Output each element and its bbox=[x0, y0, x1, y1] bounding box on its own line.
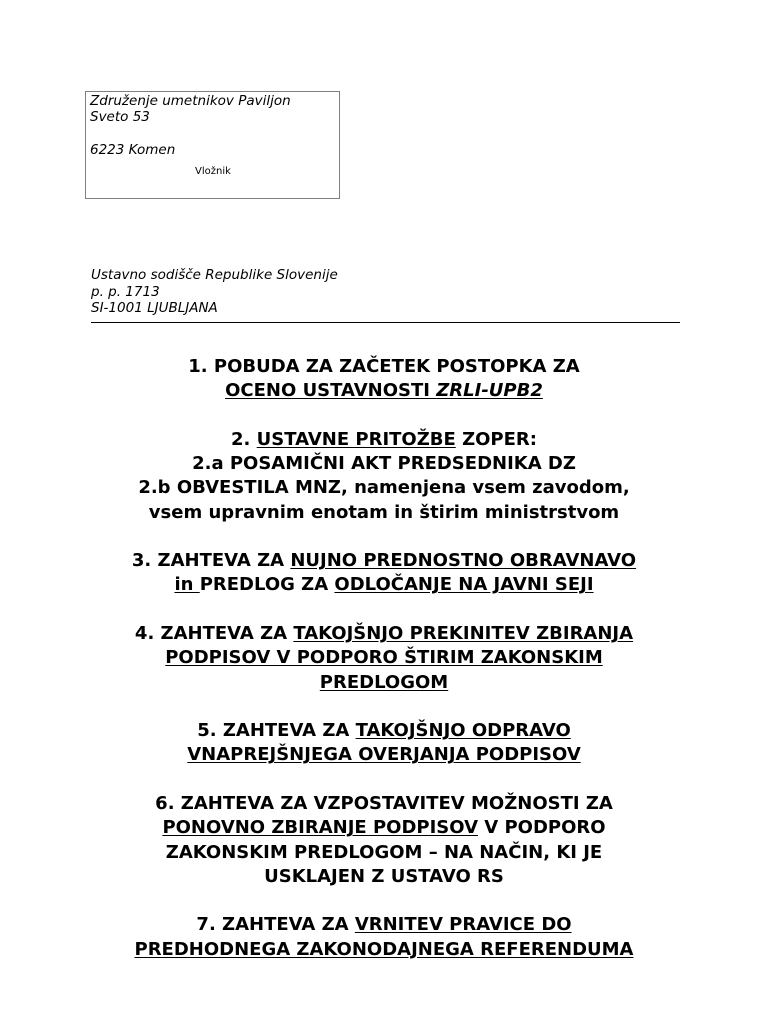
request-4-underlined-2: PODPISOV V PODPORO ŠTIRIM ZAKONSKIM bbox=[165, 647, 603, 669]
request-item-1 bbox=[80, 355, 688, 403]
request-1-line-2 bbox=[80, 379, 688, 403]
request-4-line-2 bbox=[80, 646, 688, 670]
request-5-underlined-2: VNAPREJŠNJEGA OVERJANJA PODPISOV bbox=[187, 744, 581, 766]
request-6-tail: V PODPORO bbox=[478, 817, 606, 839]
request-5-line-1 bbox=[80, 719, 688, 743]
request-3-prefix: 3. ZAHTEVA ZA bbox=[131, 550, 291, 572]
request-6-line-2 bbox=[80, 816, 688, 840]
request-3-underlined-2: ODLOČANJE NA JAVNI SEJI bbox=[334, 574, 594, 596]
request-2-line-3: 2.b OBVESTILA MNZ, namenjena vsem zavodom, bbox=[138, 477, 630, 499]
request-item-4 bbox=[80, 622, 688, 695]
request-item-6 bbox=[80, 792, 688, 889]
request-2-underlined: USTAVNE PRITOŽBE bbox=[256, 428, 456, 450]
recipient-line-3: SI-1001 LJUBLJANA bbox=[91, 300, 218, 316]
request-1-underlined: OCENO USTAVNOSTI bbox=[225, 380, 437, 402]
request-7-prefix: 7. ZAHTEVA ZA bbox=[196, 914, 355, 936]
request-4-underlined-3: PREDLOGOM bbox=[319, 671, 449, 693]
request-1-act-name: ZRLI-UPB2 bbox=[436, 380, 543, 402]
sender-city: 6223 Komen bbox=[90, 142, 176, 158]
request-6-underlined: PONOVNO ZBIRANJE PODPISOV bbox=[162, 817, 478, 839]
request-4-prefix: 4. ZAHTEVA ZA bbox=[134, 623, 294, 645]
recipient-line-1: Ustavno sodišče Republike Slovenije bbox=[91, 267, 338, 283]
request-3-line-2 bbox=[80, 573, 688, 597]
request-item-7 bbox=[80, 913, 688, 961]
request-6-line-1: 6. ZAHTEVA ZA VZPOSTAVITEV MOŽNOSTI ZA bbox=[155, 793, 613, 815]
request-3-middle: PREDLOG ZA bbox=[199, 574, 335, 596]
request-3-underlined: NUJNO PREDNOSTNO OBRAVNAVO bbox=[290, 550, 637, 572]
sender-name: Združenje umetnikov Paviljon bbox=[90, 93, 291, 109]
request-6-line-3: ZAKONSKIM PREDLOGOM – NA NAČIN, KI JE bbox=[165, 841, 603, 863]
request-3-line-1 bbox=[80, 549, 688, 573]
recipient-address bbox=[91, 267, 338, 317]
request-2-line-2: 2.a POSAMIČNI AKT PREDSEDNIKA DZ bbox=[192, 453, 576, 475]
sender-address-box bbox=[85, 91, 340, 199]
request-7-line-1 bbox=[80, 913, 688, 937]
sender-street: Sveto 53 bbox=[90, 109, 150, 125]
request-2-line-1 bbox=[80, 428, 688, 452]
request-6-line-4: USKLAJEN Z USTAVO RS bbox=[264, 865, 504, 887]
request-2-tail: ZOPER: bbox=[455, 428, 537, 450]
request-item-2 bbox=[80, 428, 688, 525]
request-4-line-1 bbox=[80, 622, 688, 646]
request-4-underlined: TAKOJŠNJO PREKINITEV ZBIRANJA bbox=[293, 623, 634, 645]
request-5-underlined: TAKOJŠNJO ODPRAVO bbox=[355, 720, 571, 742]
request-7-line-2 bbox=[80, 938, 688, 962]
request-5-prefix: 5. ZAHTEVA ZA bbox=[197, 720, 356, 742]
sender-role-label: Vložnik bbox=[195, 166, 231, 177]
recipient-line-2: p. p. 1713 bbox=[91, 283, 160, 300]
request-7-underlined-2: PREDHODNEGA ZAKONODAJNEGA REFERENDUMA bbox=[134, 938, 634, 960]
header-divider bbox=[91, 322, 680, 323]
request-1-line-1: 1. POBUDA ZA ZAČETEK POSTOPKA ZA bbox=[188, 356, 580, 377]
request-3-connector: in bbox=[174, 574, 200, 596]
request-2-line-4: vsem upravnim enotam in štirim ministrstvom bbox=[148, 501, 620, 523]
request-item-5 bbox=[80, 719, 688, 767]
request-item-3 bbox=[80, 549, 688, 597]
request-list bbox=[80, 355, 688, 986]
request-7-underlined: VRNITEV PRAVICE DO bbox=[354, 914, 572, 936]
request-2-number: 2. bbox=[231, 428, 257, 450]
request-4-line-3 bbox=[80, 671, 688, 695]
request-5-line-2 bbox=[80, 743, 688, 767]
